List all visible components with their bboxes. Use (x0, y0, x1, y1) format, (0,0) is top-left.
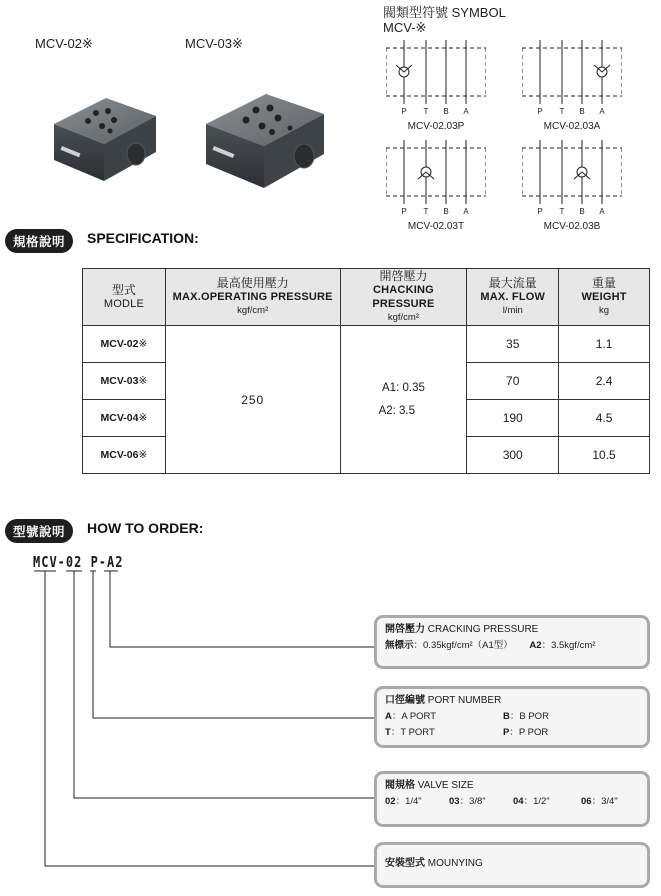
weight-cell: 10.5 (559, 437, 650, 474)
header-flow-unit: l/min (502, 305, 523, 316)
size-04-value: ：1/2" (523, 796, 550, 807)
weight-cell: 2.4 (559, 363, 650, 400)
size-03-key: 03 (449, 796, 460, 807)
flow-cell: 35 (467, 326, 559, 363)
port-letter-a: A (599, 207, 605, 216)
header-cracking-cn: 開啓壓力 (379, 269, 428, 283)
port-letter-p: P (537, 107, 543, 116)
header-cracking-unit: kgf/cm² (387, 312, 420, 323)
model-cell: MCV-06※ (83, 437, 166, 474)
port-box-title-cn: 口徑編號 (385, 695, 425, 706)
port-letter-t: T (423, 207, 429, 216)
product-label-mcv03: MCV-03※ (185, 36, 243, 51)
header-flow-en: MAX. FLOW (480, 291, 546, 303)
port-number-box (374, 686, 650, 748)
header-weight-cn: 重量 (592, 276, 617, 290)
port-t-key: T (385, 727, 391, 738)
symbol-caption-b: MCV-02.03B (543, 221, 601, 232)
port-letter-b: B (443, 207, 449, 216)
port-letter-t: T (559, 207, 565, 216)
order-title: HOW TO ORDER: (87, 520, 204, 536)
flow-cell: 300 (467, 437, 559, 474)
port-letter-b: B (579, 207, 585, 216)
valve-size-box (374, 771, 650, 827)
port-letter-p: P (537, 207, 543, 216)
port-letter-p: P (401, 207, 407, 216)
header-cracking-en: CHACKING PRESSURE (372, 284, 435, 310)
mount-box-title-cn: 安裝型式 (385, 858, 425, 869)
header-model-cn: 型式 (111, 283, 136, 297)
header-max-pressure-cn: 最高使用壓力 (216, 276, 289, 290)
weight-cell: 4.5 (559, 400, 650, 437)
port-letter-b: B (579, 107, 585, 116)
port-letter-t: T (423, 107, 429, 116)
header-max-pressure-unit: kgf/cm² (237, 305, 269, 316)
cracking-a1: A1: 0.35 (382, 381, 425, 394)
size-04-key: 04 (513, 796, 524, 807)
port-box-title-en: PORT NUMBER (425, 695, 502, 706)
cracking-box-title-en: CRACKING PRESSURE (425, 624, 539, 635)
size-02-key: 02 (385, 796, 396, 807)
cracking-a2: A2: 3.5 (378, 404, 416, 417)
size-box-title-en: VALVE SIZE (415, 780, 474, 791)
size-06-key: 06 (581, 796, 592, 807)
flow-cell: 190 (467, 400, 559, 437)
header-flow-cn: 最大流量 (488, 276, 537, 290)
port-letter-p: P (401, 107, 407, 116)
spec-badge: 規格說明 (5, 229, 73, 253)
order-code: MCV-02 P-A2 (33, 553, 124, 571)
cracking-a2-label: A2 (529, 640, 542, 651)
port-a-key: A (385, 711, 392, 722)
product-label-mcv02: MCV-02※ (35, 36, 93, 51)
port-letter-a: A (463, 107, 469, 116)
size-06-value: ：3/4" (591, 796, 618, 807)
symbol-caption-t: MCV-02.03T (407, 221, 465, 232)
header-max-pressure-en: MAX.OPERATING PRESSURE (172, 291, 333, 303)
cracking-box-title-cn: 開啓壓力 (385, 624, 425, 635)
size-03-value: ：3/8" (459, 796, 486, 807)
max-pressure-cell: 250 (165, 326, 340, 474)
header-weight-en: WEIGHT (581, 291, 627, 303)
symbol-title-line2: MCV-※ (383, 20, 427, 35)
port-b-key: B (503, 711, 510, 722)
mount-box-title-en: MOUNYING (425, 858, 483, 869)
port-p-key: P (503, 727, 510, 738)
port-letter-b: B (443, 107, 449, 116)
port-letter-a: A (463, 207, 469, 216)
port-t-value: ：T PORT (390, 727, 435, 738)
symbol-caption-a: MCV-02.03A (543, 121, 601, 132)
port-letter-a: A (599, 107, 605, 116)
cracking-pressure-box (374, 615, 650, 669)
port-letter-t: T (559, 107, 565, 116)
model-cell: MCV-02※ (83, 326, 166, 363)
symbol-caption-p: MCV-02.03P (407, 121, 465, 132)
cracking-no-mark-value: ：0.35kgf/cm²（A1型） (413, 640, 513, 651)
header-model-en: MODLE (103, 298, 144, 310)
order-badge: 型號說明 (5, 519, 73, 543)
mounting-box (374, 842, 650, 888)
flow-cell: 70 (467, 363, 559, 400)
port-p-value: ：P POR (509, 727, 549, 738)
symbol-title-line1: 閥類型符號 SYMBOL (383, 5, 506, 20)
cracking-no-mark-label: 無標示 (385, 640, 414, 651)
size-box-title-cn: 閥規格 (385, 780, 415, 791)
model-cell: MCV-04※ (83, 400, 166, 437)
weight-cell: 1.1 (559, 326, 650, 363)
port-b-value: ：B POR (509, 711, 549, 722)
header-weight-unit: kg (599, 305, 610, 316)
size-02-value: ：1/4" (395, 796, 422, 807)
cracking-a2-value: ：3.5kgf/cm² (541, 640, 596, 651)
spec-title: SPECIFICATION: (87, 230, 199, 246)
port-a-value: ：A PORT (391, 711, 437, 722)
model-cell: MCV-03※ (83, 363, 166, 400)
